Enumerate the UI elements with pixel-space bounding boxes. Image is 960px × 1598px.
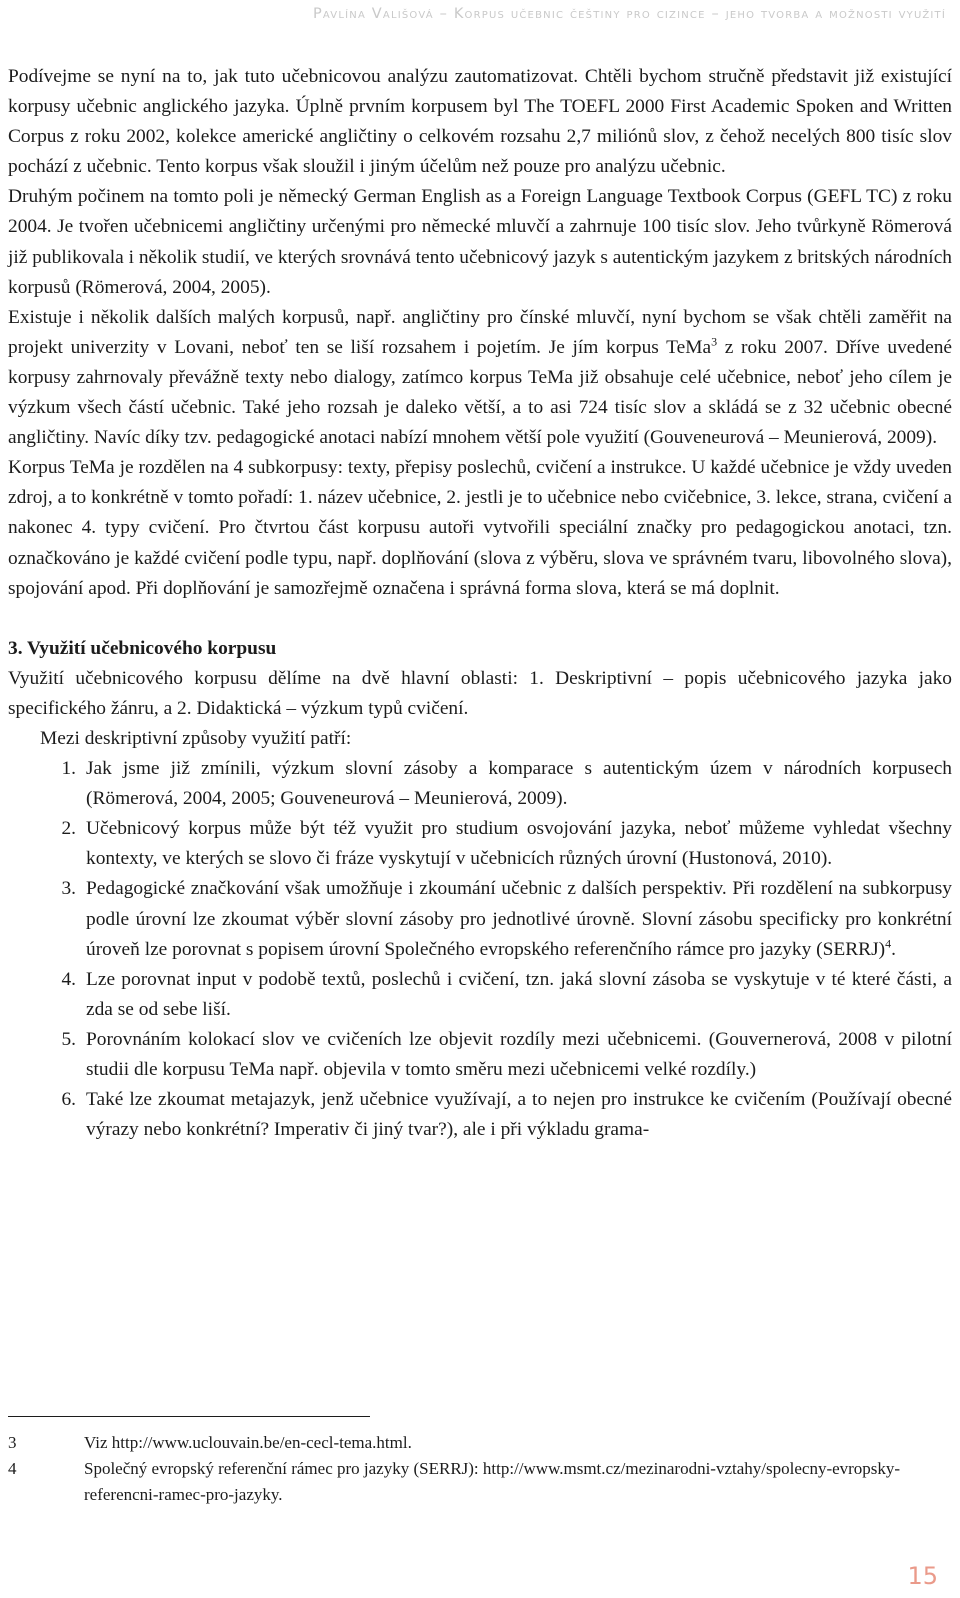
list-item-text: Lze porovnat input v podobě textů, poslechů i cvičení, tzn. jaká slovní zásoba se vyskytuje v té které části, a zda se od sebe liší. [86,968,952,1020]
list-item-text: Jak jsme již zmínili, výzkum slovní zásoby a komparace s autentickým územ v národních korpusech (Römerová, 2004, 2005; Gouveneurová – Meunierová, 2009). [86,758,952,810]
list-item-number: 4. [61,968,76,990]
list-item [8,754,952,814]
list-item [8,1025,952,1085]
paragraph-3-text-b: z roku 2007. Dříve uvedené korpusy zahrnovaly převážně texty nebo dialogy, zatímco korpus TeMa již obsahuje celé učebnice, neboť jeho cílem je výzkum všech částí učebnic. Také jeho rozsah je daleko větší, a to asi 724 tisíc slov a skládá se z 32 učebnic obecné angličtiny. Navíc díky tzv. pedagogické anotaci nabízí mnohem větší pole využití (Gouveneurová – Meunierová, 2009). [8,336,952,449]
paragraph-5: Využití učebnicového korpusu dělíme na dvě hlavní oblasti: 1. Deskriptivní – popis učebnicového jazyka jako specifického žánru, a 2. Didaktická – výzkum typů cvičení. [8,667,952,719]
list-item-text: Pedagogické značkování však umožňuje i zkoumání učebnic z dalších perspektiv. Při rozdělení na subkorpusy podle úrovní lze zkoumat výběr slovní zásoby pro jednotlivé úrovně. Slovní zásobu specificky pro konkrétní úroveň lze porovnat s popisem úrovní Společného evropského referenčního rámce pro jazyky (SERRJ) [86,878,952,960]
list-item-text: Také lze zkoumat metajazyk, jenž učebnice využívají, a to nejen pro instrukce ke cvičením (Používají obecné výrazy nebo konkrétní? Imperativ či jiný tvar?), ale i při výkladu grama- [86,1089,952,1141]
footnote-4 [8,1456,948,1508]
paragraph-6: Mezi deskriptivní způsoby využití patří: [40,727,352,749]
footnote-ref-4[interactable]: 4 [885,936,892,951]
footnote-text[interactable]: Společný evropský referenční rámec pro jazyky (SERRJ): http://www.msmt.cz/mezinarodni-vztahy/spolecny-evropsky-referencni-ramec-pro-jazyky. [84,1459,901,1504]
list-item-text: Učebnicový korpus může být též využit pro studium osvojování jazyka, neboť můžeme vyhledat všechny kontexty, ve kterých se slovo či fráze vyskytují v učebnicích různých úrovní (Hustonová, 2010). [86,818,952,870]
list-item-text-end: . [891,938,896,960]
list-item-number: 6. [61,1089,76,1111]
list-item-text-wrap [86,874,952,964]
list-item [8,965,952,1025]
list-item [8,814,952,874]
list-item-number: 5. [61,1028,76,1050]
uses-list [8,754,952,1145]
footnote-ref-3[interactable]: 3 [711,334,718,349]
paragraph-3 [8,303,952,453]
footnotes [8,1430,948,1508]
article-body [8,62,952,1145]
footnote-number: 4 [8,1459,17,1478]
list-item [8,1085,952,1145]
section-heading: 3. Využití učebnicového korpusu [8,637,277,659]
footnote-number: 3 [8,1433,17,1452]
list-item-number: 2. [61,818,76,840]
list-item [8,874,952,964]
footnote-3 [8,1430,948,1456]
footnote-text[interactable]: Viz http://www.uclouvain.be/en-cecl-tema.html. [84,1433,412,1452]
paragraph-3-text-a: Existuje i několik dalších malých korpusů, např. angličtiny pro čínské mluvčí, nyní bychom se však chtěli zaměřit na projekt univerzity v Lovani, neboť ten se liší rozsahem i pojetím. Je jím korpus TeMa [8,306,952,358]
list-item-number: 1. [61,758,76,780]
page-number: 15 [907,1562,938,1590]
paragraph-1: Podívejme se nyní na to, jak tuto učebnicovou analýzu zautomatizovat. Chtěli bychom stručně představit již existující korpusy učebnic anglického jazyka. Úplně prvním korpusem byl The TOEFL 2000 First Academic Spoken and Written Corpus z roku 2002, kolekce americké angličtiny o celkovém rozsahu 2,7 miliónů slov, z čehož necelých 800 tisíc slov pochází z učebnic. Tento korpus však sloužil i jiným účelům než pouze pro analýzu učebnic. [8,66,952,178]
footnote-divider [8,1416,370,1417]
list-item-text: Porovnáním kolokací slov ve cvičeních lze objevit rozdíly mezi učebnicemi. (Gouvernerová, 2008 v pilotní studii dle korpusu TeMa např. objevila v tomto směru mezi učebnicemi velké rozdíly.) [86,1028,952,1080]
paragraph-4: Korpus TeMa je rozdělen na 4 subkorpusy: texty, přepisy poslechů, cvičení a instrukce. U každé učebnice je vždy uveden zdroj, a to konkrétně v tomto pořadí: 1. název učebnice, 2. jestli je to učebnice nebo cvičebnice, 3. lekce, strana, cvičení a nakonec 4. typy cvičení. Pro čtvrtou část korpusu autoři vytvořili speciální značky pro pedagogickou anotaci, tzn. označkováno je každé cvičení podle typu, např. doplňování (slova z výběru, slova ve správném tvaru, libovolného slova), spojování apod. Při doplňování je samozřejmě označena i správná forma slova, která se má doplnit. [8,457,952,599]
running-head: Pavlína Vališová – Korpus učebnic češtiny pro cizince – jeho tvorba a možnosti využití [312,6,946,22]
paragraph-2: Druhým počinem na tomto poli je německý German English as a Foreign Language Textbook Corpus (GEFL TC) z roku 2004. Je tvořen učebnicemi angličtiny určenými pro německé mluvčí a zahrnuje 100 tisíc slov. Jeho tvůrkyně Römerová již publikovala i několik studií, ve kterých srovnává tento učebnicový jazyk s autentickým jazykem z britských národních korpusů (Römerová, 2004, 2005). [8,186,952,298]
list-item-number: 3. [61,878,76,900]
